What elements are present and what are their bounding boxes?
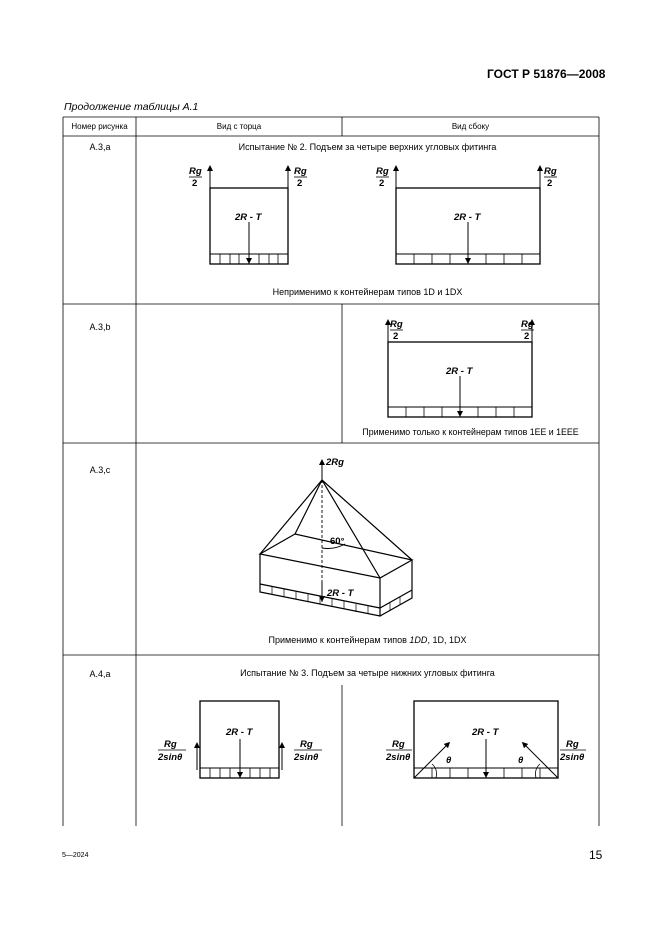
row-a3c-note-italic: 1DD	[409, 635, 428, 645]
column-header-end-view: Вид с торца	[216, 122, 262, 131]
row-a3c-note-suffix: , 1D, 1DX	[427, 635, 467, 645]
fig-a3a-side-rg-right: Rg	[544, 166, 557, 177]
row-a3b-note: Применимо только к контейнерам типов 1EE и 1EEE	[362, 427, 579, 437]
fig-a3a-end-two-left: 2	[192, 178, 198, 189]
standard-header: ГОСТ Р 51876—2008	[487, 67, 606, 81]
fig-a3a-end-rg-right: Rg	[294, 166, 307, 177]
fig-a3a-end-rg-left: Rg	[189, 166, 202, 177]
fig-a4a-end-rg-left: Rg	[164, 739, 177, 750]
fig-a3a-end-two-right: 2	[297, 178, 303, 189]
fig-a3c-two-rg: 2Rg	[326, 457, 344, 468]
row-a3c-note-prefix: Применимо к контейнерам типов	[268, 635, 410, 645]
fig-a4a-side-rg-left: Rg	[392, 739, 405, 750]
fig-a3a-side-force: 2R - T	[454, 212, 481, 223]
row-id-a4a: А.4,а	[89, 669, 111, 679]
figure-a3b-side-view	[358, 314, 548, 420]
fig-a3a-side-two-left: 2	[379, 178, 385, 189]
figure-a3a-side-view	[372, 162, 562, 268]
fig-a3b-two-left: 2	[393, 331, 399, 342]
row-a4a-title: Испытание № 3. Подъем за четыре нижних угловых фитинга	[240, 668, 495, 678]
fig-a4a-end-sin-right: 2sinθ	[294, 752, 319, 763]
fig-a3b-rg-right: Rg	[521, 319, 534, 330]
fig-a3c-angle: 60°	[330, 536, 345, 547]
fig-a4a-end-sin-left: 2sinθ	[158, 752, 183, 763]
figure-a3a-end-view	[180, 162, 315, 268]
fig-a4a-end-rg-right: Rg	[300, 739, 313, 750]
fig-a3c-force: 2R - T	[327, 588, 354, 599]
column-header-figure: Номер рисунка	[71, 122, 128, 131]
row-a3c-note	[140, 635, 595, 645]
fig-a4a-side-rg-right: Rg	[566, 739, 579, 750]
page-number: 15	[589, 848, 603, 862]
fig-a4a-end-force: 2R - T	[226, 727, 253, 738]
fig-a3a-end-force: 2R - T	[235, 212, 262, 223]
figure-a4a-side-view	[380, 697, 590, 782]
row-id-a3b: А.3,b	[89, 322, 111, 332]
fig-a4a-side-sin-left: 2sinθ	[386, 752, 411, 763]
fig-a4a-side-force: 2R - T	[472, 727, 499, 738]
fig-a4a-side-theta-right: θ	[518, 755, 524, 766]
row-id-a3c: А.3,с	[89, 465, 111, 475]
fig-a3b-rg-left: Rg	[390, 319, 403, 330]
figure-a4a-end-view	[150, 697, 340, 782]
row-a3a-note: Неприменимо к контейнерам типов 1D и 1DX	[272, 287, 463, 297]
fig-a4a-side-theta-left: θ	[446, 755, 452, 766]
fig-a3b-force: 2R - T	[446, 366, 473, 377]
footer-issue: 5—2024	[62, 852, 89, 859]
fig-a3b-two-right: 2	[524, 331, 530, 342]
row-a3a-title: Испытание № 2. Подъем за четыре верхних угловых фитинга	[238, 142, 497, 152]
figure-a3c-isometric-view	[250, 452, 430, 622]
fig-a3a-side-rg-left: Rg	[376, 166, 389, 177]
fig-a3a-side-two-right: 2	[547, 178, 553, 189]
table-caption: Продолжение таблицы А.1	[64, 101, 199, 113]
row-id-a3a: А.3,а	[89, 142, 111, 152]
column-header-side-view: Вид сбоку	[451, 122, 490, 131]
fig-a4a-side-sin-right: 2sinθ	[560, 752, 585, 763]
